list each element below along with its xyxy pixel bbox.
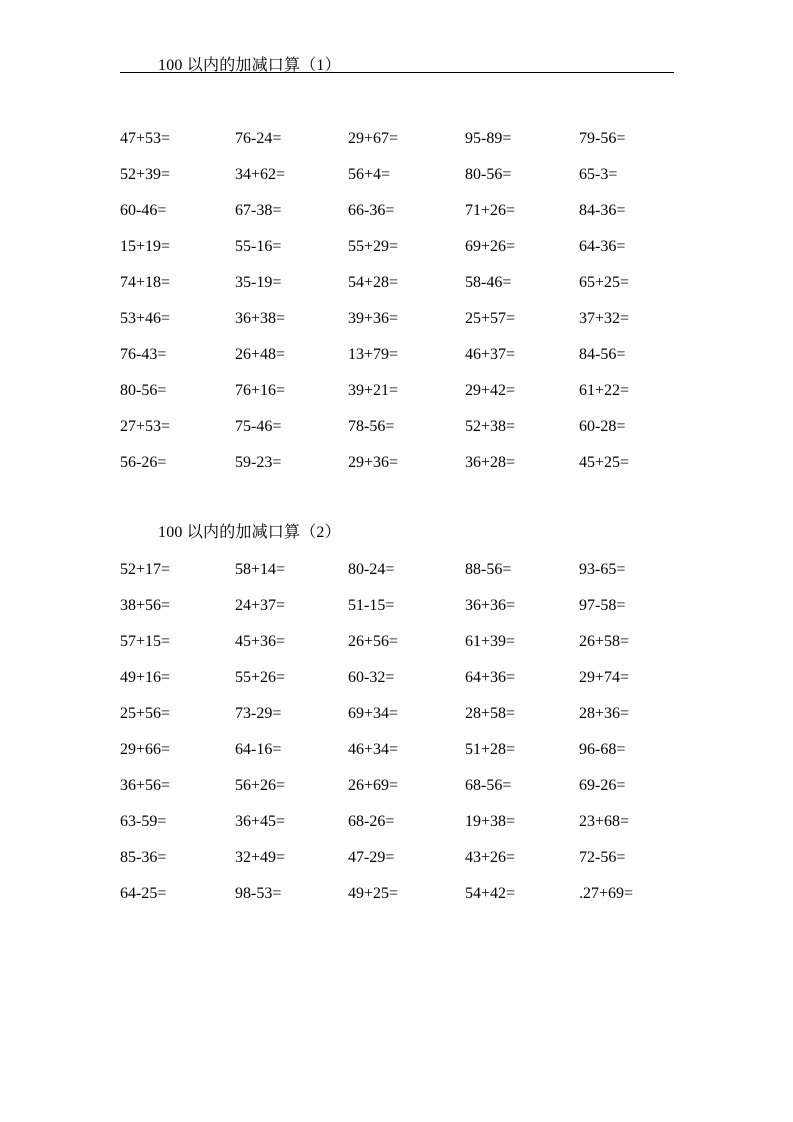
problem-row [120, 380, 680, 416]
problem-item: 56+4= [348, 166, 391, 183]
problem-item: 63-59= [120, 813, 167, 830]
problem-item: 71+26= [465, 202, 516, 219]
problem-item: .27+69= [579, 885, 634, 902]
problem-item: 56-26= [120, 454, 167, 471]
problem-item: 64-25= [120, 885, 167, 902]
problem-row [120, 631, 680, 667]
problem-item: 36+38= [235, 310, 286, 327]
problem-item: 28+36= [579, 705, 630, 722]
problem-item: 45+36= [235, 633, 286, 650]
problem-item: 69+26= [465, 238, 516, 255]
problem-item: 69+34= [348, 705, 399, 722]
problem-item: 58+14= [235, 561, 286, 578]
problem-item: 65+25= [579, 274, 630, 291]
problem-item: 80-56= [120, 382, 167, 399]
problem-item: 84-36= [579, 202, 626, 219]
problem-item: 54+28= [348, 274, 399, 291]
problem-item: 65-3= [579, 166, 618, 183]
problem-item: 52+38= [465, 418, 516, 435]
problem-item: 29+74= [579, 669, 630, 686]
problem-item: 78-56= [348, 418, 395, 435]
problem-item: 67-38= [235, 202, 282, 219]
problem-item: 39+36= [348, 310, 399, 327]
problem-row [120, 883, 680, 919]
problem-item: 29+36= [348, 454, 399, 471]
problem-row [120, 272, 680, 308]
problem-item: 93-65= [579, 561, 626, 578]
problem-item: 72-56= [579, 849, 626, 866]
problem-row [120, 128, 680, 164]
problem-item: 39+21= [348, 382, 399, 399]
problem-item: 55+29= [348, 238, 399, 255]
problem-item: 43+26= [465, 849, 516, 866]
problem-item: 76-43= [120, 346, 167, 363]
problem-item: 51+28= [465, 741, 516, 758]
problem-item: 29+66= [120, 741, 171, 758]
problem-item: 76-24= [235, 130, 282, 147]
problem-item: 23+68= [579, 813, 630, 830]
problem-item: 58-46= [465, 274, 512, 291]
problem-item: 69-26= [579, 777, 626, 794]
problem-item: 61+39= [465, 633, 516, 650]
problem-row [120, 200, 680, 236]
problem-item: 55-16= [235, 238, 282, 255]
problem-item: 60-46= [120, 202, 167, 219]
problem-item: 49+25= [348, 885, 399, 902]
problem-item: 60-28= [579, 418, 626, 435]
problem-item: 51-15= [348, 597, 395, 614]
problem-item: 55+26= [235, 669, 286, 686]
problem-item: 56+26= [235, 777, 286, 794]
problem-item: 73-29= [235, 705, 282, 722]
problem-item: 28+58= [465, 705, 516, 722]
problem-row [120, 452, 680, 488]
problem-row [120, 236, 680, 272]
problem-item: 61+22= [579, 382, 630, 399]
problem-item: 34+62= [235, 166, 286, 183]
problem-item: 64+36= [465, 669, 516, 686]
problem-item: 36+56= [120, 777, 171, 794]
problem-row [120, 308, 680, 344]
problem-item: 52+39= [120, 166, 171, 183]
problem-grid-1 [120, 128, 680, 488]
problem-item: 74+18= [120, 274, 171, 291]
problem-item: 27+53= [120, 418, 171, 435]
problem-item: 37+32= [579, 310, 630, 327]
problem-item: 25+57= [465, 310, 516, 327]
problem-item: 49+16= [120, 669, 171, 686]
problem-row [120, 775, 680, 811]
problem-item: 68-26= [348, 813, 395, 830]
problem-grid-2 [120, 559, 680, 919]
problem-item: 47+53= [120, 130, 171, 147]
problem-item: 79-56= [579, 130, 626, 147]
problem-item: 29+67= [348, 130, 399, 147]
problem-row [120, 164, 680, 200]
problem-item: 96-68= [579, 741, 626, 758]
problem-item: 38+56= [120, 597, 171, 614]
problem-row [120, 703, 680, 739]
problem-item: 36+36= [465, 597, 516, 614]
problem-item: 80-24= [348, 561, 395, 578]
problem-item: 15+19= [120, 238, 171, 255]
problem-item: 13+79= [348, 346, 399, 363]
section-title-1: 100 以内的加减口算（1） [158, 57, 341, 74]
problem-item: 19+38= [465, 813, 516, 830]
problem-item: 54+42= [465, 885, 516, 902]
problem-item: 80-56= [465, 166, 512, 183]
problem-item: 97-58= [579, 597, 626, 614]
section-title-2: 100 以内的加减口算（2） [158, 524, 341, 541]
problem-item: 52+17= [120, 561, 171, 578]
problem-item: 35-19= [235, 274, 282, 291]
problem-item: 46+34= [348, 741, 399, 758]
problem-item: 36+45= [235, 813, 286, 830]
problem-item: 60-32= [348, 669, 395, 686]
problem-item: 24+37= [235, 597, 286, 614]
problem-item: 88-56= [465, 561, 512, 578]
problem-item: 64-36= [579, 238, 626, 255]
problem-row [120, 559, 680, 595]
problem-item: 59-23= [235, 454, 282, 471]
problem-item: 75-46= [235, 418, 282, 435]
problem-row [120, 344, 680, 380]
problem-row [120, 595, 680, 631]
problem-item: 25+56= [120, 705, 171, 722]
problem-item: 36+28= [465, 454, 516, 471]
problem-row [120, 847, 680, 883]
problem-item: 66-36= [348, 202, 395, 219]
problem-item: 26+58= [579, 633, 630, 650]
problem-item: 45+25= [579, 454, 630, 471]
problem-item: 53+46= [120, 310, 171, 327]
problem-row [120, 416, 680, 452]
problem-item: 64-16= [235, 741, 282, 758]
problem-row [120, 667, 680, 703]
problem-item: 95-89= [465, 130, 512, 147]
problem-item: 26+56= [348, 633, 399, 650]
problem-item: 26+48= [235, 346, 286, 363]
problem-item: 32+49= [235, 849, 286, 866]
problem-row [120, 811, 680, 847]
problem-item: 68-56= [465, 777, 512, 794]
problem-item: 85-36= [120, 849, 167, 866]
problem-item: 57+15= [120, 633, 171, 650]
problem-item: 76+16= [235, 382, 286, 399]
problem-item: 29+42= [465, 382, 516, 399]
problem-item: 26+69= [348, 777, 399, 794]
problem-item: 84-56= [579, 346, 626, 363]
problem-item: 46+37= [465, 346, 516, 363]
problem-item: 47-29= [348, 849, 395, 866]
problem-row [120, 739, 680, 775]
problem-item: 98-53= [235, 885, 282, 902]
